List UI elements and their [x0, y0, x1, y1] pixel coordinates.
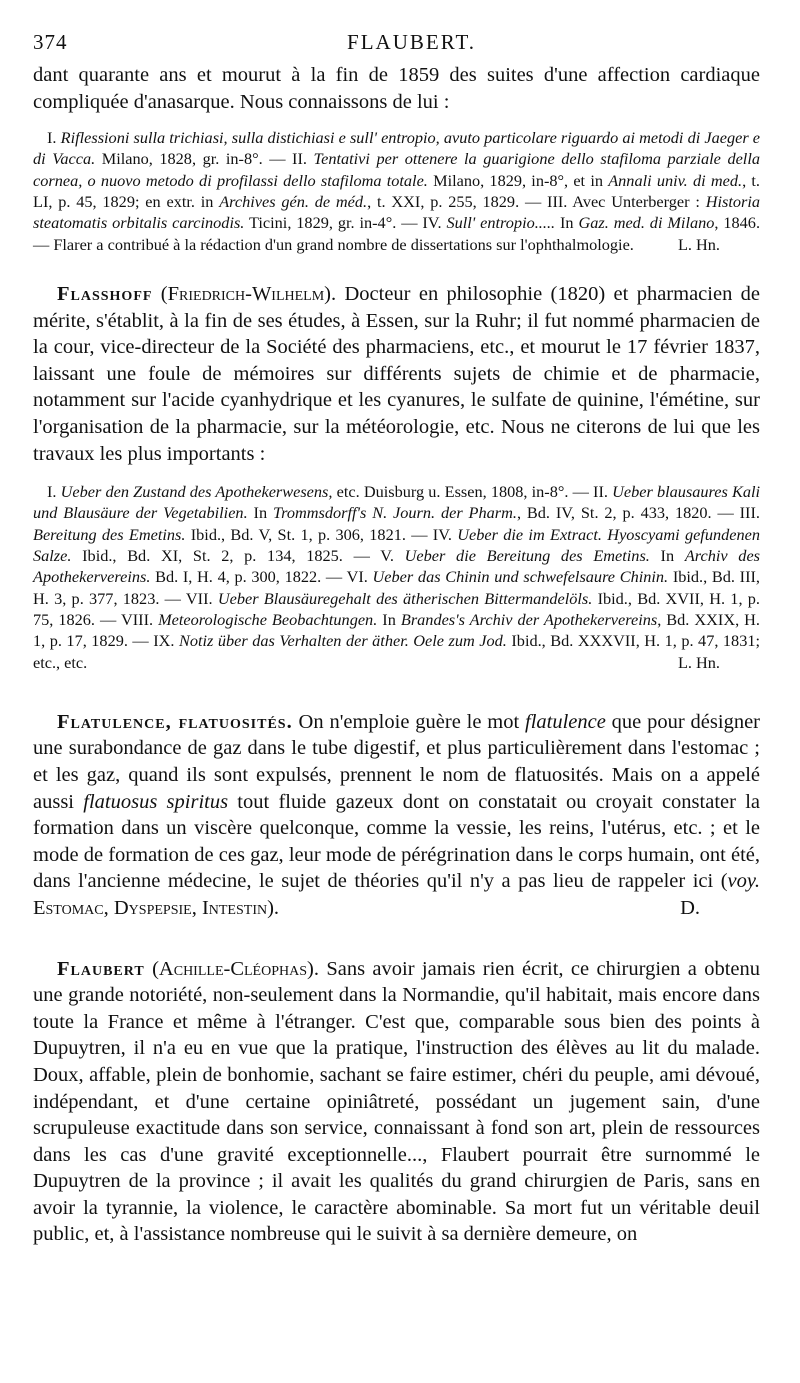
- entry-text: ).: [267, 896, 280, 919]
- bibliography-flarer: [33, 127, 760, 255]
- biblio-journal: Trommsdorff's N. Journ. der Pharm.: [272, 503, 517, 523]
- entry-flasshoff: [33, 281, 760, 467]
- biblio-title: Bereitung des Emetins.: [33, 524, 186, 544]
- biblio-text: Milano, 1828, gr. in-8°. — II.: [95, 149, 314, 169]
- italic-term: flatulence: [525, 710, 606, 733]
- biblio-journal: Brandes's Archiv der Apothekervereins: [400, 609, 658, 629]
- continuation-paragraph: dant quarante ans et mourut à la fin de 1859 des suites d'une affection cardiaque compliquée d'anasarque. Nous connaissons de lui :: [33, 64, 760, 113]
- biblio-text: , t. LI, p. 45, 1829; en extr. in: [33, 170, 760, 212]
- biblio-title: Notiz über das Verhalten der äther. Oele zum Jod.: [178, 631, 507, 651]
- biblio-text: I.: [47, 128, 61, 148]
- biblio-journal: Archives gén. de méd.: [219, 192, 368, 212]
- entry-text: On n'emploie guère le mot: [292, 710, 525, 733]
- biblio-text: Bd. I, H. 4, p. 300, 1822. — VI.: [150, 567, 373, 587]
- given-names: (Achille-Cléophas).: [152, 957, 319, 980]
- biblio-text: In: [377, 609, 401, 629]
- biblio-text: In: [555, 213, 579, 233]
- headword: Flasshoff: [57, 282, 153, 305]
- biblio-journal: Gaz. med. di Milano: [578, 213, 715, 233]
- biblio-title: Meteorologische Beobachtungen.: [158, 609, 378, 629]
- biblio-text: , Bd. IV, St. 2, p. 433, 1820. — III.: [516, 503, 760, 523]
- biblio-text: etc. Duisburg u. Essen, 1808, in-8°. — II.: [332, 482, 613, 502]
- biblio-text: , Bd. XXIX, H. 1, p. 17, 1829. — IX.: [33, 609, 760, 651]
- biblio-title: Sull' entropio.....: [446, 213, 556, 233]
- biblio-title: Ueber die im Extract. Hyoscyami gefundenen Salze.: [33, 524, 760, 566]
- headword: Flatulence, flatuosités.: [57, 710, 293, 733]
- biblio-text: , 1846. — Flarer a contribué à la rédaction d'un grand nombre de dissertations sur l'ophthalmologie.: [33, 213, 761, 254]
- biblio-text: Ibid., Bd. III, H. 3, p. 377, 1823. — VII.: [33, 567, 760, 608]
- biblio-text: I.: [47, 482, 61, 502]
- entry-flaubert: [33, 956, 760, 1249]
- signature: D.: [680, 896, 700, 919]
- biblio-title: Tentativi per ottenere la guarigione dello stafiloma parziale della cornea, o nuovo metodo di profilassi dello stafiloma totale.: [33, 149, 760, 190]
- biblio-journal: Annali univ. di med.: [608, 170, 743, 190]
- biblio-text: In: [247, 503, 273, 523]
- headword: Flaubert: [57, 957, 145, 980]
- biblio-text: In: [649, 546, 685, 566]
- page-number: 374: [33, 30, 68, 54]
- entry-flatulence: [33, 709, 760, 922]
- biblio-text: Ibid., Bd. V, St. 1, p. 306, 1821. — IV.: [185, 524, 458, 544]
- given-names: (Friedrich-Wilhelm).: [160, 282, 337, 305]
- entry-text: que pour désigner une surabondance de gaz dans le tube digestif, et plus particulièrement dans l'estomac ; et les gaz, quand ils sont expulsés, prennent le nom de flatuosités. Mais on a appelé aussi: [33, 710, 760, 813]
- biblio-text: Ticini, 1829, gr. in-4°. — IV.: [244, 213, 447, 233]
- signature: L. Hn.: [677, 234, 720, 254]
- biblio-title: Riflessioni sulla trichiasi, sulla distichiasi e sull' entropio, avuto particolare riguardo ai metodi di Jaeger e di Vacca.: [33, 128, 761, 169]
- biblio-text: , t. XXI, p. 255, 1829. — III. Avec Unterberger :: [367, 192, 706, 212]
- running-title: FLAUBERT.: [347, 30, 476, 54]
- signature: L. Hn.: [677, 652, 720, 672]
- entry-text: Docteur en philosophie (1820) et pharmacien de mérite, s'établit, à la fin de ses études, à Essen, sur la Ruhr; il fut nommé pharmacien de la cour, vice-directeur de la Société des pharmaciens, etc., et mourut le 17 février 1837, laissant une foule de mémoires sur différents sujets de chimie et de pharmacie, notamment sur l'acide cyanhydrique et les cyanures, le sulfate de quinine, l'émétine, sur l'organisation de la pharmacie, sur la météorologie, etc. Nous ne citerons de lui que les travaux les plus importants :: [33, 282, 761, 465]
- biblio-title: Ueber blausaures Kali und Blausäure der Vegetabilien.: [33, 482, 761, 523]
- italic-term: flatuosus spiritus: [83, 790, 229, 813]
- italic-term: voy.: [727, 870, 760, 893]
- biblio-text: Milano, 1829, in-8°, et in: [427, 170, 609, 190]
- bibliography-flasshoff: [33, 481, 760, 673]
- biblio-journal: Archiv des Apothekervereins.: [33, 546, 761, 587]
- biblio-text: Ibid., Bd. XI, St. 2, p. 134, 1825. — V.: [71, 546, 405, 566]
- entry-text: Sans avoir jamais rien écrit, ce chirurgien a obtenu une grande notoriété, non-seulement dans la Normandie, qu'il habitait, mais encore dans toute la France et même à l'étranger. C'est que, comparable sous bien des points à Dupuytren, il n'a eu en vue que la pratique, l'instruction des élèves au lit du malade. Doux, affable, plein de bonhomie, sachant se faire estimer, chéri du peuple, ami dévoué, indépendant, et d'une certaine opiniâtreté, possédant un jugement sain, d'une scrupuleuse exactitude dans son service, connaissant à fond son art, plein de ressources dans les cas d'une gravité exceptionnelle..., Flaubert pourrait être surnommé le Dupuytren de la province ; il avait les qualités du grand chirurgien de Paris, sans en avoir la tyrannie, la violence, le caractère abominable. Sa mort fut un véritable deuil public, et, à l'assistance nombreuse qui le suivit à sa dernière demeure, on: [33, 957, 760, 1246]
- cross-reference: Estomac, Dyspepsie, Intestin: [33, 896, 268, 919]
- biblio-title: Ueber Blausäuregehalt des ätherischen Bittermandelöls.: [217, 588, 593, 608]
- running-head: [33, 22, 760, 62]
- biblio-text: Ibid., Bd. XXXVII, H. 1, p. 47, 1831; etc., etc.: [33, 631, 760, 672]
- biblio-title: Historia steatomatis orbitalis carcinodis.: [33, 192, 760, 233]
- biblio-title: Ueber den Zustand des Apothekerwesens,: [60, 482, 333, 502]
- biblio-text: Ibid., Bd. XVII, H. 1, p. 75, 1826. — VIII.: [33, 588, 760, 629]
- entry-text: tout fluide gazeux dont on constatait ou croyait constater la formation dans un viscère quelconque, comme la vessie, les reins, l'utérus, etc. ; et le mode de formation de ces gaz, leur mode de pérégrination dans le corps humain, ont été, dans l'ancienne médecine, le sujet de théories qu'il n'y a pas lieu de rappeler ici (: [33, 790, 760, 893]
- biblio-title: Ueber das Chinin und schwefelsaure Chinin.: [372, 567, 669, 587]
- biblio-title: Ueber die Bereitung des Emetins.: [404, 546, 650, 566]
